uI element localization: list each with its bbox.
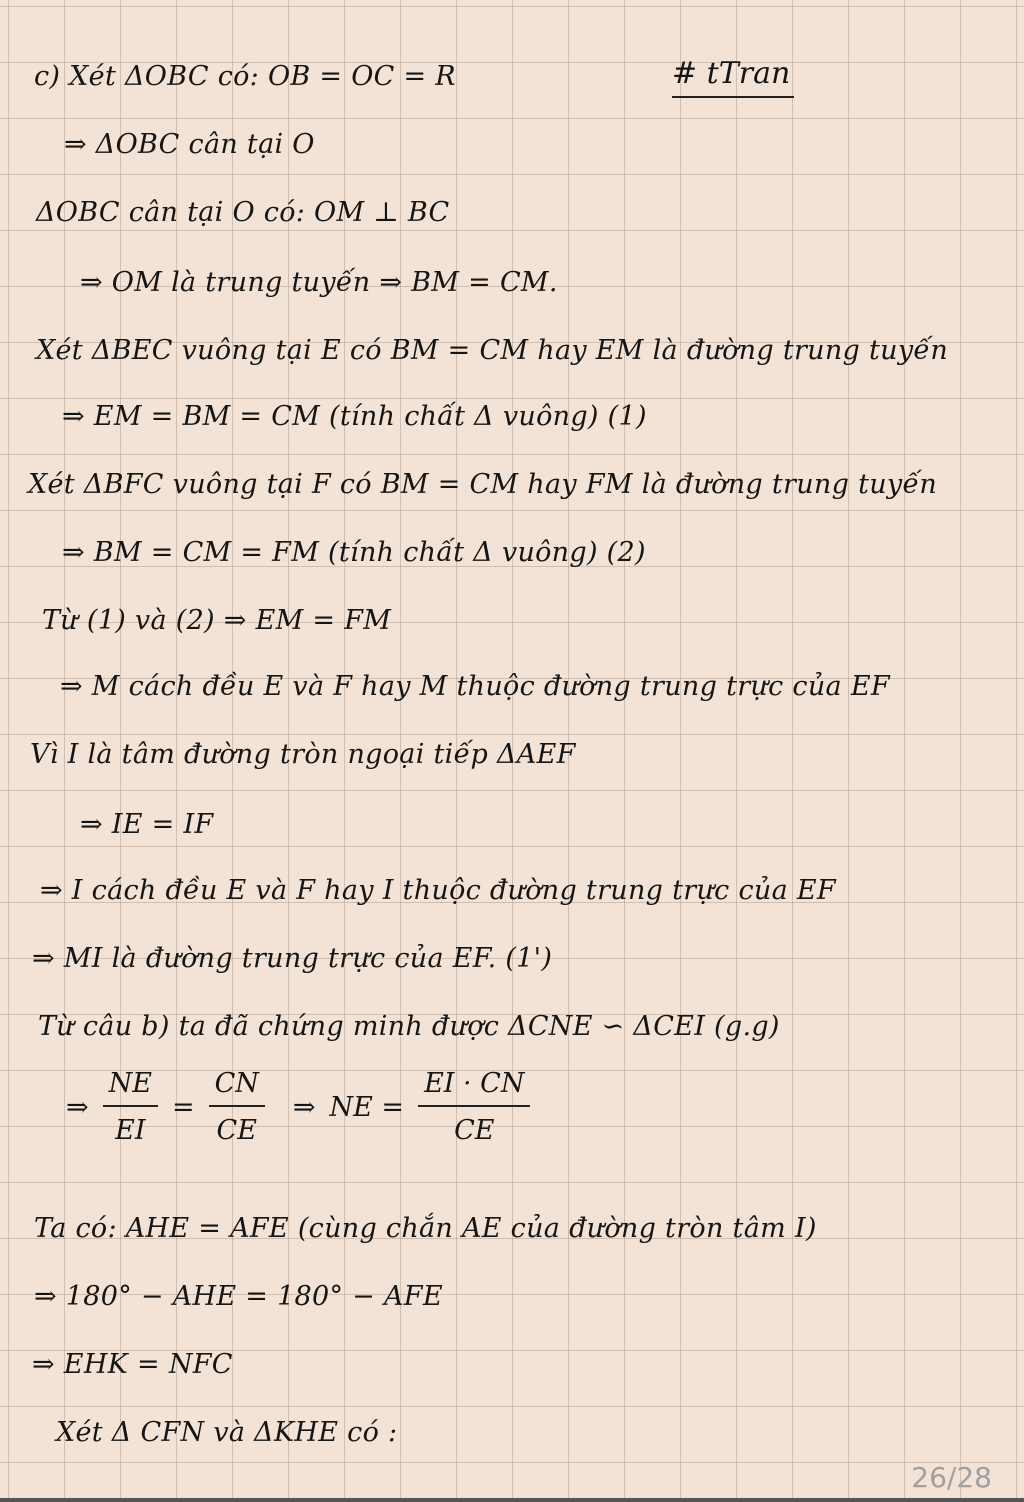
text-line-16: Ta có: AHE = AFE (cùng chắn AE của đường tròn tâm I) [34,1213,817,1244]
text-line-6: ⇒ EM = BM = CM (tính chất Δ vuông) (1) [62,401,647,432]
text-line-19: Xét Δ CFN và ΔKHE có : [56,1417,398,1448]
fraction-ei-cn-over-ce [418,1068,530,1146]
text-line-7: Xét ΔBFC vuông tại F có BM = CM hay FM là đường trung tuyến [28,469,938,500]
text-line-17: ⇒ 180° − AHE = 180° − AFE [34,1281,443,1312]
text-line-9: Từ (1) và (2) ⇒ EM = FM [42,605,392,636]
text-line-13: ⇒ I cách đều E và F hay I thuộc đường trung trực của EF [40,875,836,906]
implies-arrow: ⇒ [292,1091,316,1123]
text-line-4: ⇒ OM là trung tuyến ⇒ BM = CM. [80,267,558,298]
text-line-10: ⇒ M cách đều E và F hay M thuộc đường trung trực của EF [60,671,890,702]
fraction-denominator: EI [115,1115,146,1146]
text-line-18: ⇒ EHK = NFC [32,1349,233,1380]
text-line-1: c) Xét ΔOBC có: OB = OC = R [34,61,456,92]
bottom-divider [0,1498,1024,1502]
fraction-denominator: CE [454,1115,495,1146]
author-tag: # tTran [672,56,794,98]
text-line-5: Xét ΔBEC vuông tại E có BM = CM hay EM là đường trung tuyến [36,335,949,366]
text-line-15: Từ câu b) ta đã chứng minh được ΔCNE ∽ ΔCEI (g.g) [38,1011,780,1042]
equals-sign: = [171,1091,195,1123]
fraction-numerator: NE [103,1068,158,1107]
text-line-8: ⇒ BM = CM = FM (tính chất Δ vuông) (2) [62,537,646,568]
text-line-2: ⇒ ΔOBC cân tại O [64,129,315,160]
fraction-equation [66,1068,530,1146]
fraction-denominator: CE [216,1115,257,1146]
text-line-11: Vì I là tâm đường tròn ngoại tiếp ΔAEF [30,739,576,770]
page-indicator: 26/28 [911,1461,992,1494]
text-line-14: ⇒ MI là đường trung trực của EF. (1') [32,943,553,974]
fraction-numerator: CN [209,1068,265,1107]
fraction-cn-ce [209,1068,265,1146]
fraction-numerator: EI · CN [418,1068,530,1107]
ne-equals: NE = [329,1091,405,1123]
text-line-12: ⇒ IE = IF [80,809,214,840]
text-line-3: ΔOBC cân tại O có: OM ⊥ BC [36,197,450,228]
implies-arrow: ⇒ [66,1091,89,1123]
fraction-ne-ei [103,1068,158,1146]
